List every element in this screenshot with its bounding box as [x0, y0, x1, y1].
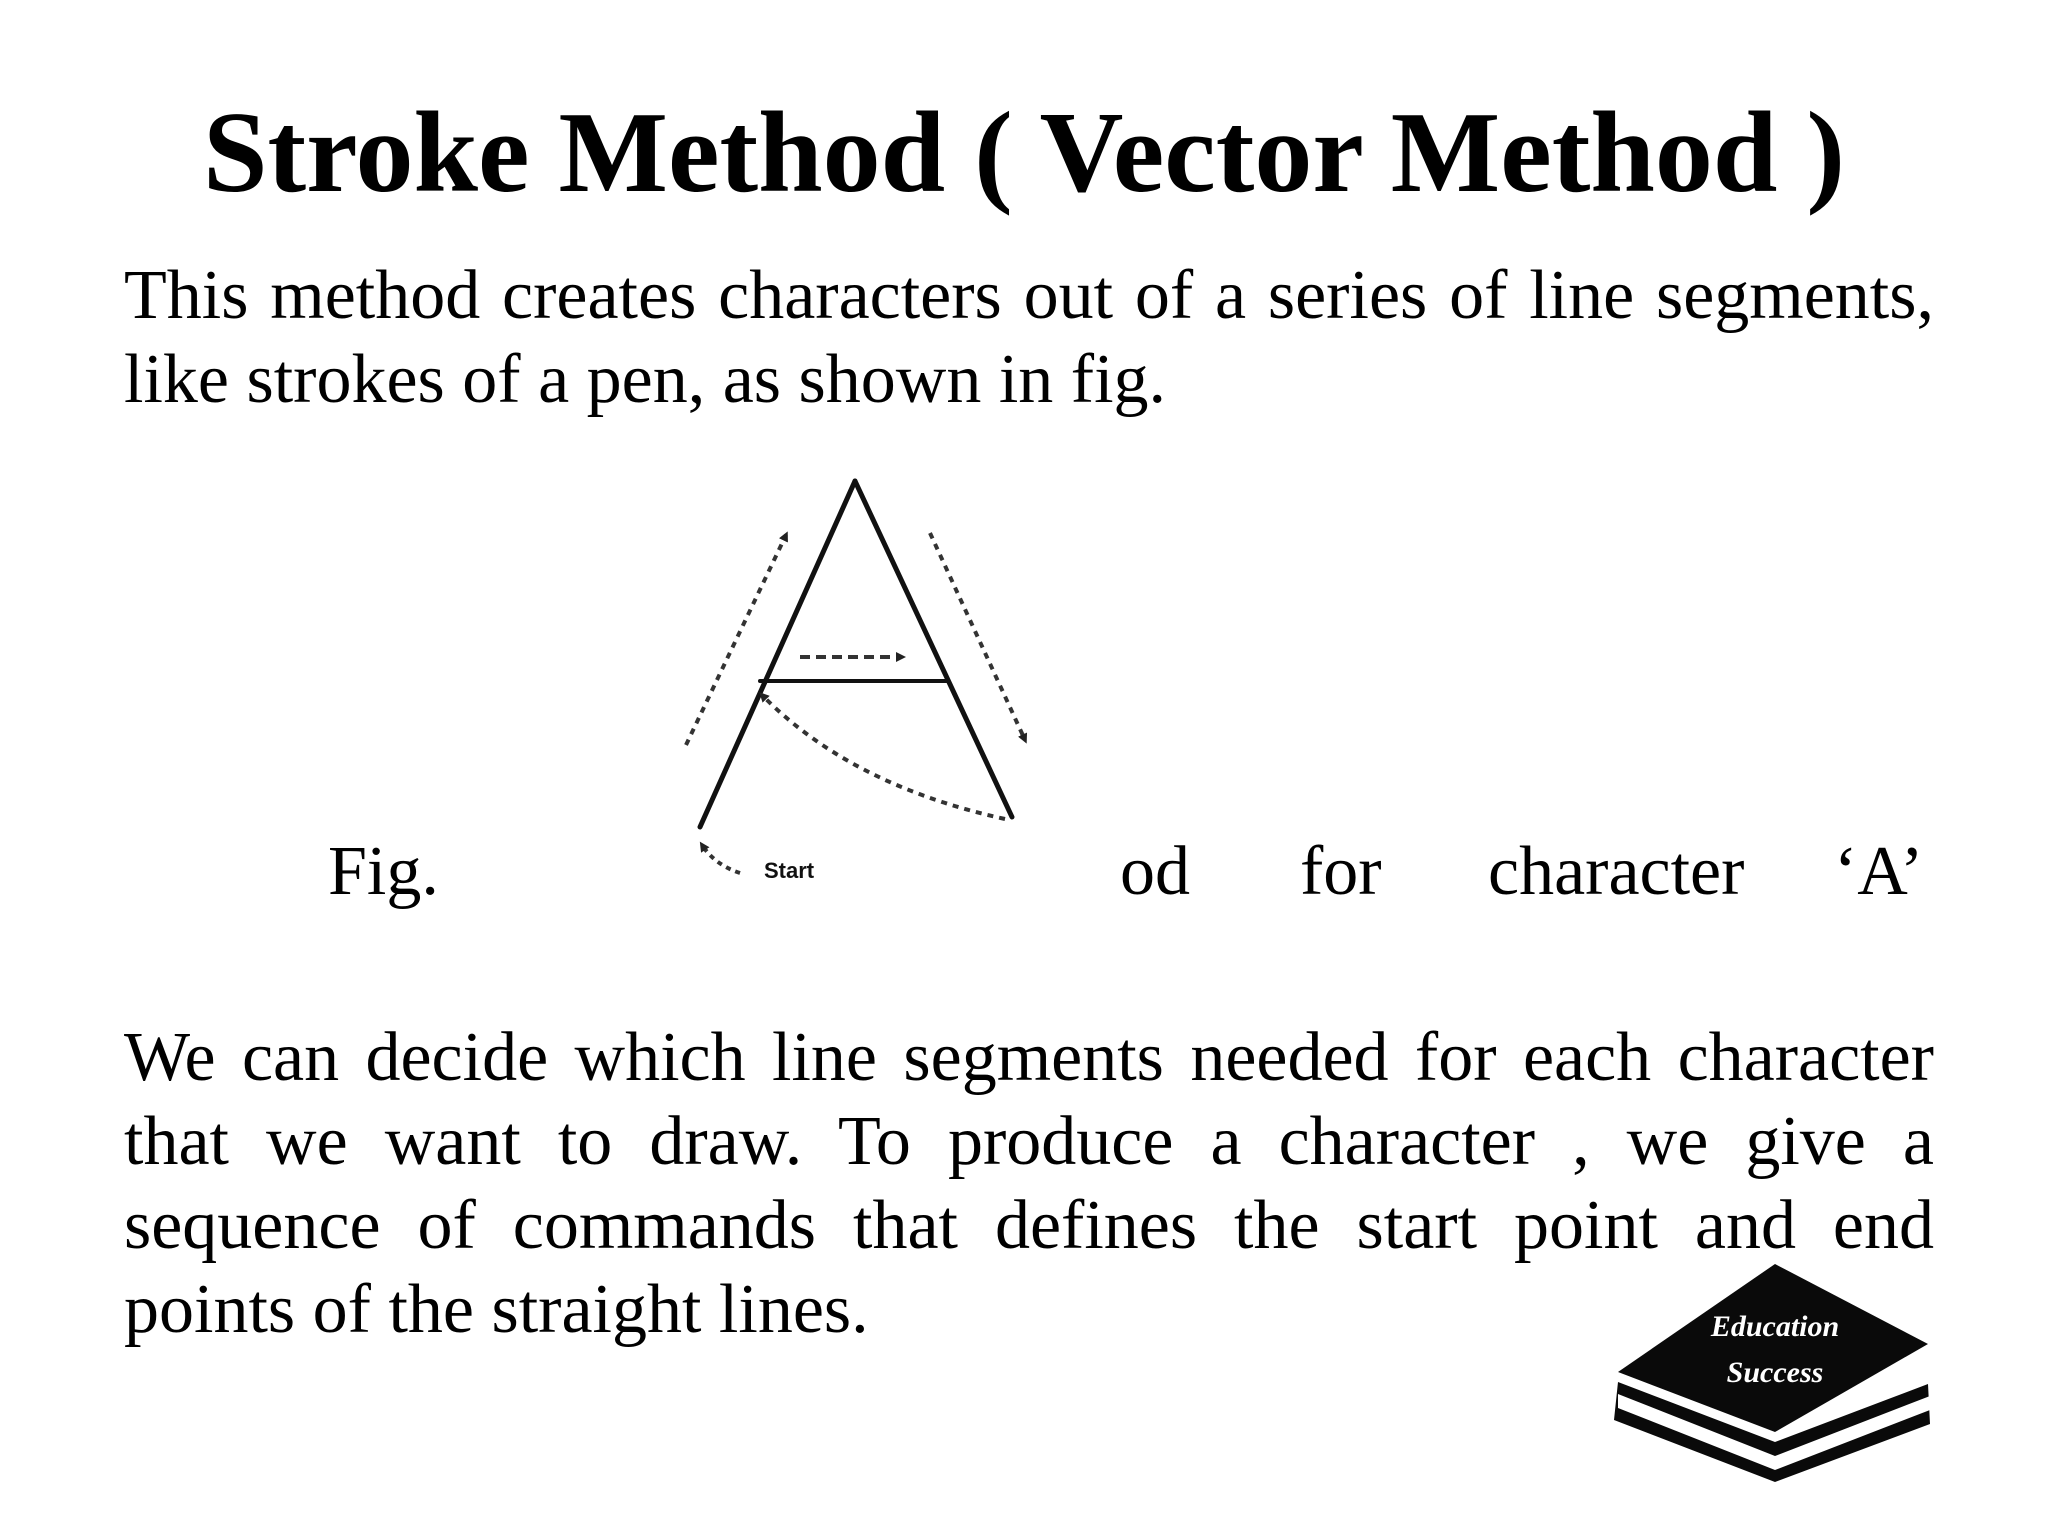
logo-graphic [1600, 1260, 1950, 1500]
up-left-arrow [686, 535, 786, 745]
down-right-arrow [930, 533, 1025, 740]
education-success-logo [1600, 1260, 1950, 1500]
start-arrow [702, 845, 740, 873]
logo-line-1: Education [1710, 1310, 1840, 1343]
a-left-stroke [700, 481, 855, 827]
logo-line-2: Success [1726, 1356, 1824, 1389]
caption-fig-label: Fig. [328, 833, 439, 910]
body-paragraph: We can decide which line segments needed for each character that we want to draw. To produce a character , we give a sequence of commands that defines the start point and end points of the straight lines. [124, 1019, 1934, 1348]
caption-for: for [1300, 833, 1382, 910]
return-curve-arrow [762, 695, 1005, 819]
start-label: Start [764, 858, 815, 883]
caption-partial-word: od [1120, 833, 1190, 910]
caption-letter: ‘A’ [1834, 833, 1924, 910]
stroke-a-figure [640, 455, 1100, 915]
stroke-a-diagram [640, 455, 1100, 915]
intro-paragraph: This method creates characters out of a series of line segments, like strokes of a pen, as shown in fig. [124, 257, 1934, 418]
a-right-stroke [855, 481, 1012, 817]
slide-title: Stroke Method ( Vector Method ) [202, 89, 1846, 217]
caption-character: character [1488, 833, 1745, 910]
